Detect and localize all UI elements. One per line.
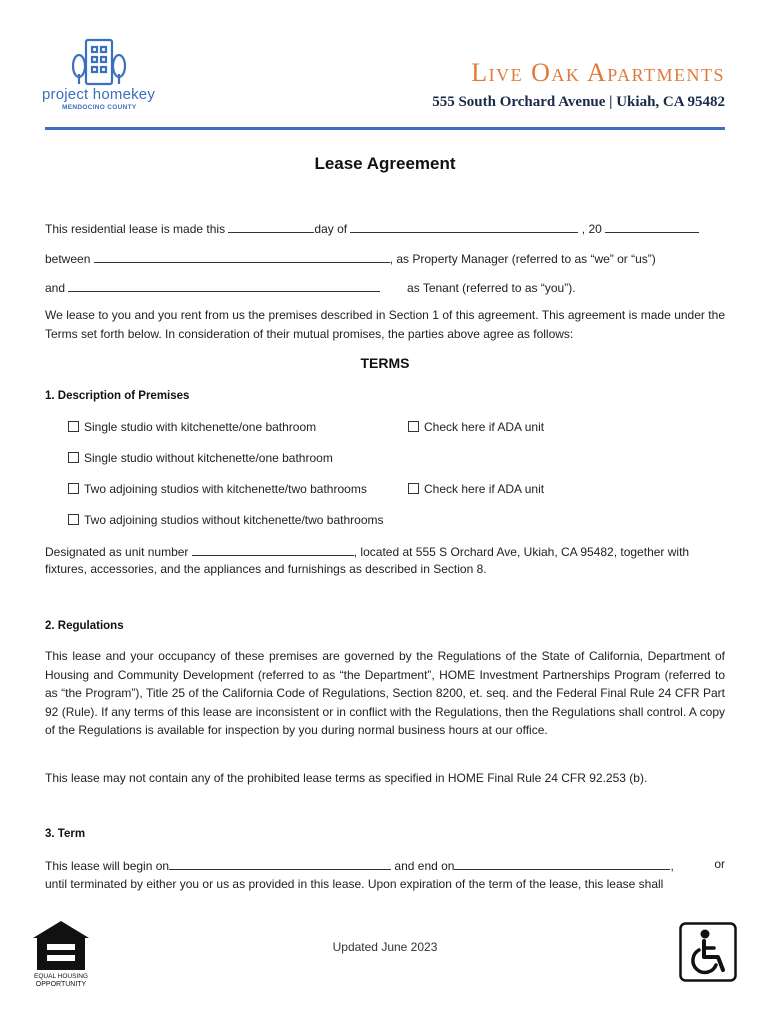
checkbox[interactable] [68,483,79,494]
unit-description-line: fixtures, accessories, and the appliances and furnishings as described in Section 8. [45,562,487,576]
section-1-heading: 1. Description of Premises [45,390,190,402]
ada-checkbox-2[interactable]: Check here if ADA unit [408,482,544,496]
ada-checkbox-1[interactable]: Check here if ADA unit [408,420,544,434]
logo-text: project homekey [42,86,156,103]
year-field[interactable] [605,220,699,233]
section-2-heading: 2. Regulations [45,620,124,632]
regulations-paragraph: This lease and your occupancy of these premises are governed by the Regulations of the State of California, Department of Housing and Community Development (referred to as “the Department”, HOME Investment Partnerships Program (referred to as “the Program”), Title 25 of the California Code of Regulations, Section 8200, et. seq. and the Federal Final Rule 24 CFR Part 92 (Rule). If any terms of this lease are inconsistent or in conflict with the Regulations, then the Regulations shall control. A copy of the Regulations is available for inspection by you during normal business hours at our office. [45,649,725,737]
option-single-studio-no-kitchenette[interactable]: Single studio without kitchenette/one bathroom [68,451,333,465]
prohibited-terms-paragraph: This lease may not contain any of the prohibited lease terms as specified in HOME Final Rule 24 CFR 92.253 (b). [45,771,648,785]
checkbox[interactable] [68,452,79,463]
term-paragraph: until terminated by either you or us as provided in this lease. Upon expiration of the term of the lease, this lease shall [45,877,664,891]
eho-text-line-2: OPPORTUNITY [35,981,87,988]
tenant-field[interactable] [68,279,380,292]
wheelchair-accessible-icon [679,922,737,982]
building-icon [73,40,125,84]
end-date-field[interactable] [454,857,670,870]
logo-subtext: MENDOCINO COUNTY [62,104,137,111]
option-two-studios-kitchenette[interactable]: Two adjoining studios with kitchenette/two bathrooms [68,482,367,496]
day-field[interactable] [228,220,314,233]
checkbox[interactable] [68,421,79,432]
intro-line-manager: between , as Property Manager (referred to as “we” or “us”) [45,252,656,266]
section-3-heading: 3. Term [45,828,86,840]
header-divider [45,127,725,130]
intro-line-tenant: and as Tenant (referred to as “you”). [45,281,576,295]
document-title: Lease Agreement [314,154,456,173]
begin-date-field[interactable] [169,857,391,870]
checkbox[interactable] [408,421,419,432]
checkbox[interactable] [408,483,419,494]
checkbox[interactable] [68,514,79,525]
option-two-studios-no-kitchenette[interactable]: Two adjoining studios without kitchenette/two bathrooms [68,513,384,527]
organization-name: Live Oak Apartments [471,58,725,87]
terms-heading: TERMS [360,355,410,371]
property-manager-field[interactable] [94,250,390,263]
organization-address: 555 South Orchard Avenue | Ukiah, CA 95482 [432,94,725,110]
intro-line-date: This residential lease is made this day of , 20 [45,220,725,236]
option-single-studio-kitchenette[interactable]: Single studio with kitchenette/one bathroom [68,420,316,434]
term-dates-line: This lease will begin on and end on , or [45,857,725,873]
footer-updated-date: Updated June 2023 [332,940,438,954]
unit-number-line: Designated as unit number , located at 555 S Orchard Ave, Ukiah, CA 95482, together with [45,545,690,559]
intro-paragraph: We lease to you and you rent from us the premises described in Section 1 of this agreement. This agreement is made under the Terms set forth below. In consideration of their mutual promises, the parties above agree as follows: [45,308,725,341]
unit-number-field[interactable] [192,543,354,556]
month-field[interactable] [350,220,578,233]
eho-text-line-1: EQUAL HOUSING [34,973,88,980]
